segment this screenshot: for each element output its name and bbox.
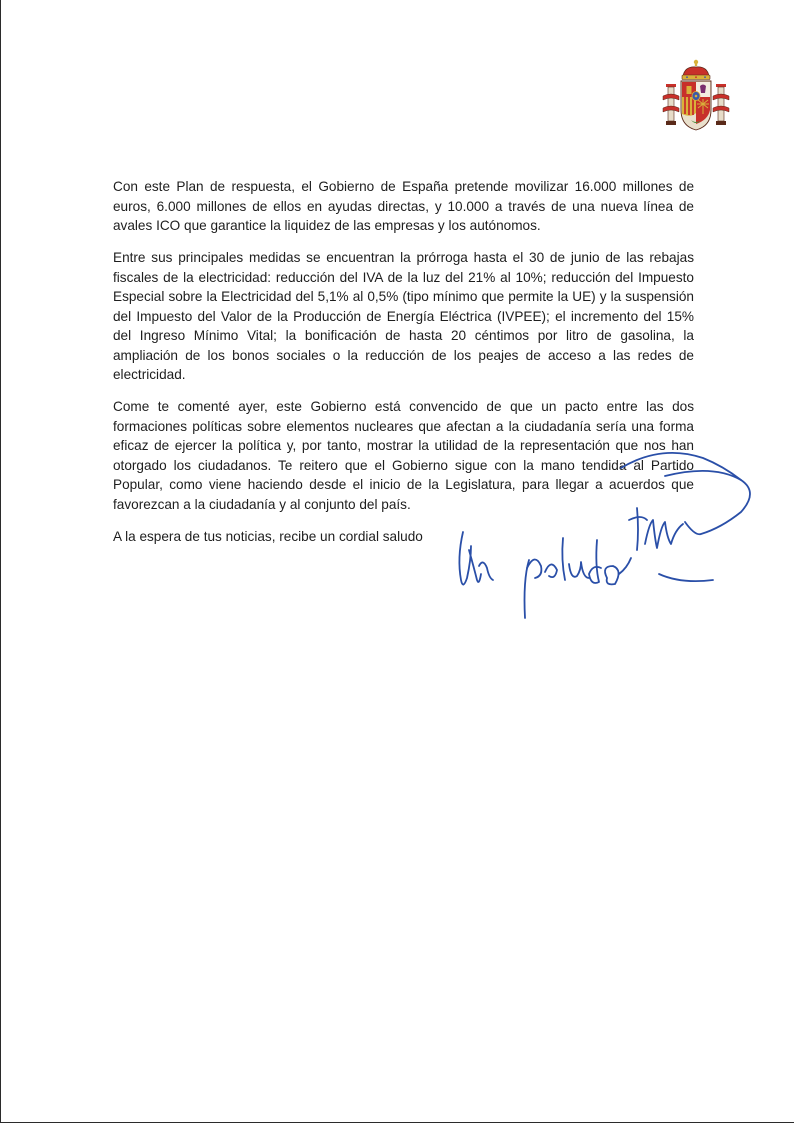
paragraph-principales-medidas: Entre sus principales medidas se encuentran la prórroga hasta el 30 de junio de las rebajas fiscales de la electricidad: reducción del IVA de la luz del 21% al 10%; reducción del Impuesto Especial sobre la Electricidad del 5,1% al 0,5% (tipo mínimo que permite la UE) y la suspensión del Impuesto del Valor de la Producción de Energía Eléctrica (IVPEE); el incremento del 15% del Ingreso Mínimo Vital; la bonificación de hasta 20 céntimos por litro de gasolina, la ampliación de los bonos sociales o la reducción de los peajes de acceso a las redes de electricidad. — [113, 250, 694, 382]
paragraph-pacto: Come te comenté ayer, este Gobierno está convencido de que un pacto entre las dos formaciones políticas sobre elementos nucleares que afectan a la ciudadanía sería una forma eficaz de ejercer la política y, por tanto, mostrar la utilidad de la representación que nos han otorgado los ciudadanos. Te reitero que el Gobierno sigue con la mano tendida al Partido Popular, como viene haciendo desde el inicio de la Legislatura, para llegar a acuerdos que favorezcan a la ciudadanía y al conjunto del país. — [113, 399, 694, 512]
closing-line: A la espera de tus noticias, recibe un cordial saludo — [113, 528, 423, 544]
right-pillar — [713, 84, 729, 125]
left-pillar — [663, 84, 679, 125]
handwritten-signature — [441, 440, 761, 630]
paragraph-plan-respuesta: Con este Plan de respuesta, el Gobierno de España pretende movilizar 16.000 millones de euros, 6.000 millones de ellos en ayudas directas, y 10.000 a través de una nueva línea de avales ICO que garantice la liquidez de las empresas y los autónomos. — [113, 179, 694, 233]
crown-icon — [682, 60, 710, 80]
shield — [681, 81, 711, 130]
coat-of-arms-emblem — [661, 58, 731, 134]
